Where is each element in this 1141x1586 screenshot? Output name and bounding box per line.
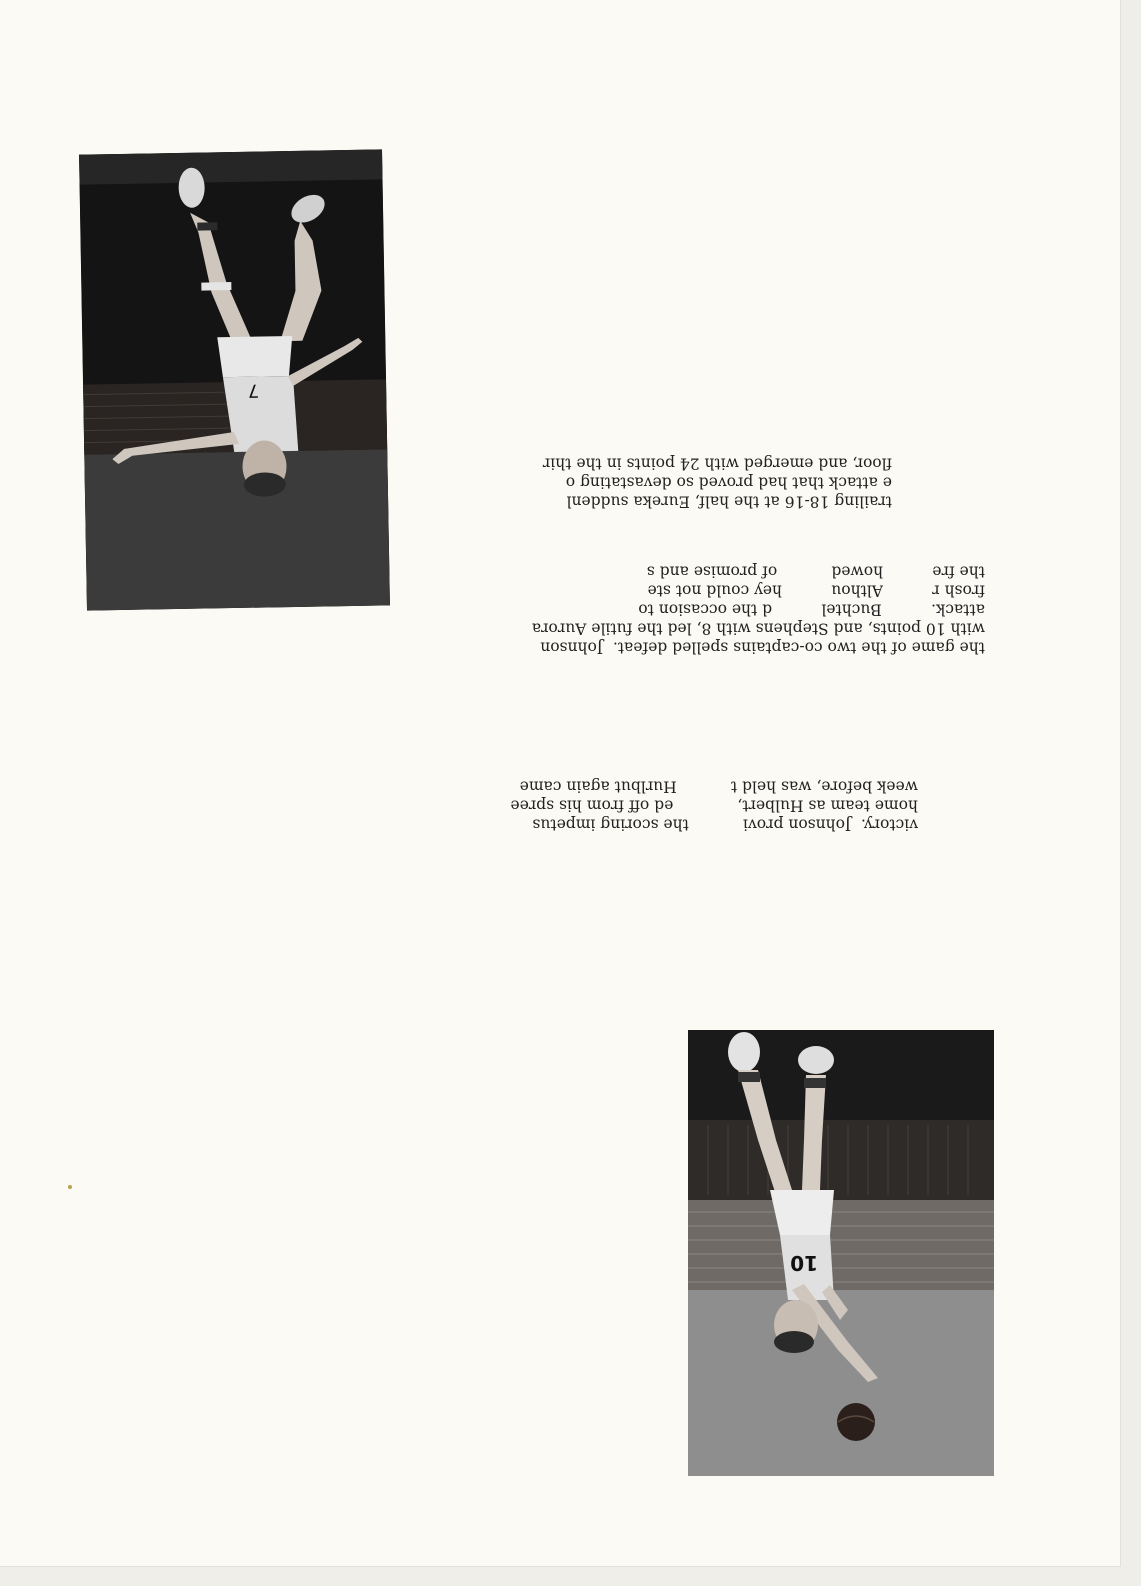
- text-block-upper: [472, 454, 892, 511]
- jersey-number-10: 10: [790, 1251, 818, 1275]
- player-photo-7: [79, 149, 390, 610]
- text-block-middle: [450, 562, 985, 657]
- scan-speck: [68, 1185, 72, 1189]
- text-line: victory. Johnson provi the scoring impetus: [532, 815, 918, 834]
- text-line: the game of the two co-captains spelled defeat. Johnson: [540, 638, 985, 657]
- text-line: trailing 18-16 at the half, Eureka suddenl: [566, 492, 892, 511]
- text-line: attack. Buchtel d the occasion to: [638, 600, 985, 619]
- text-line: e attack that had proved so devastating o: [565, 473, 892, 492]
- text-line: the fre howed of promise and s: [646, 562, 985, 581]
- player-photo-10: [688, 1030, 994, 1476]
- text-line: home team as Hulbert, ed off from his spree: [510, 796, 918, 815]
- text-line: with 10 points, and Stephens with 8, led the futile Aurora: [531, 619, 985, 638]
- jersey-number-7: 7: [247, 379, 260, 401]
- text-block-lower: [448, 777, 918, 834]
- text-line: week before, was held t Hurlbut again came: [519, 777, 918, 796]
- text-line: floor, and emerged with 24 points in the thir: [542, 454, 892, 473]
- text-line: frosh r Althou hey could not ste: [647, 581, 985, 600]
